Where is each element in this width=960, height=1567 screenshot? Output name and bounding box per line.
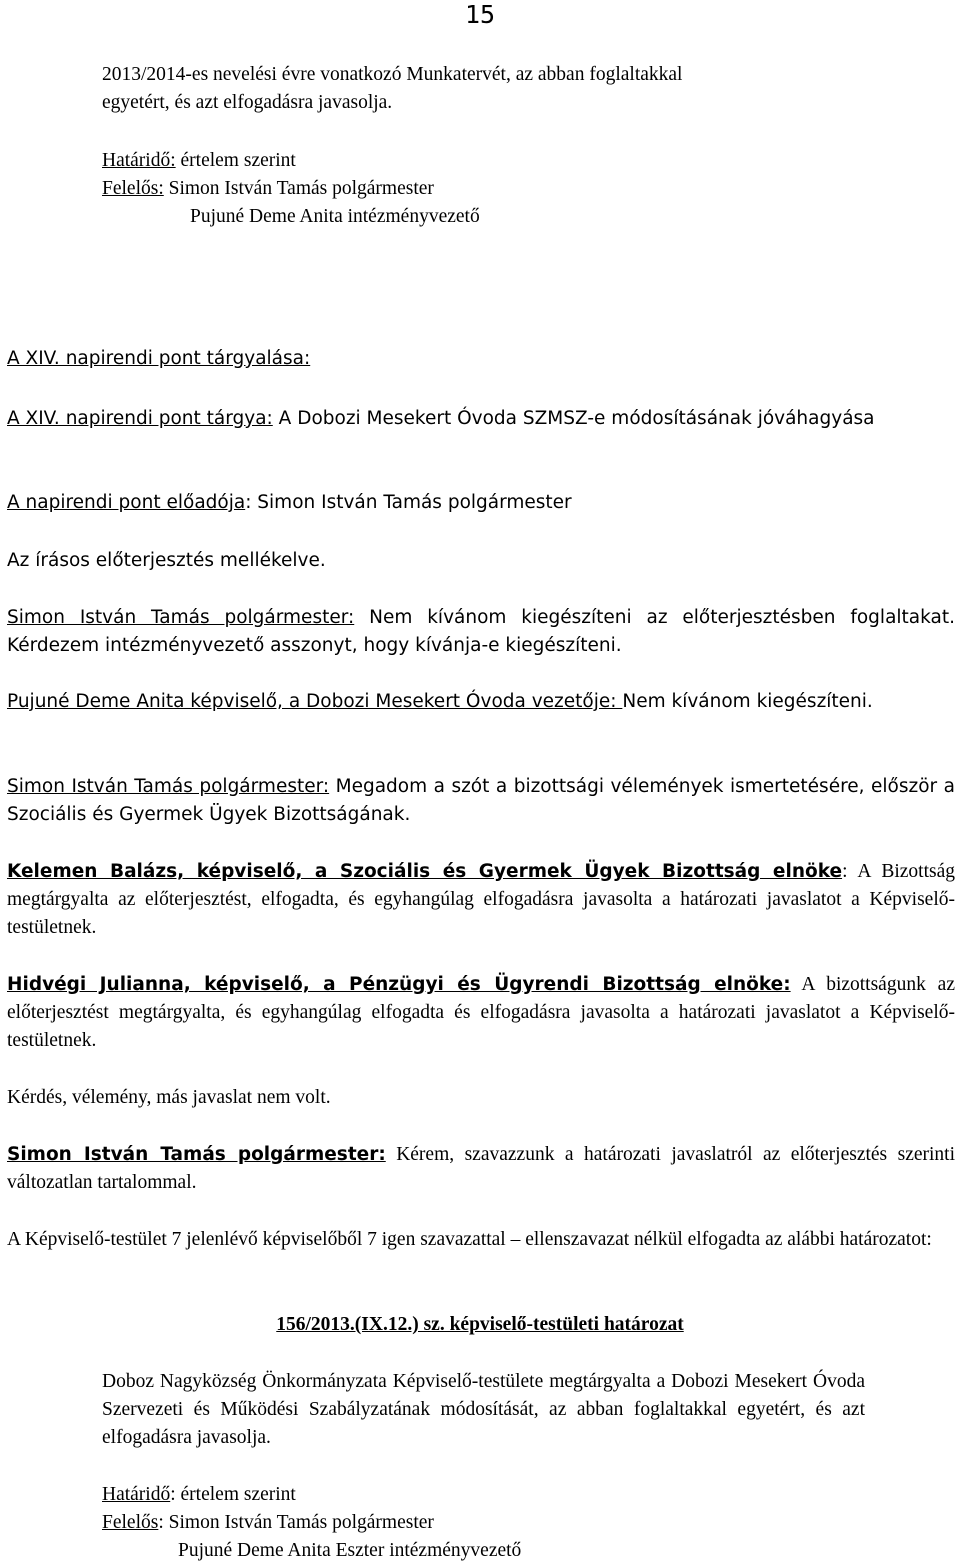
responsible-2 — [102, 1509, 865, 1537]
responsible-2-label: Felelős — [102, 1512, 159, 1533]
resolution-title: 156/2013.(IX.12.) sz. képviselő-testületi határozat — [276, 1314, 684, 1335]
speaker-social-committee: Kelemen Balázs, képviselő, a Szociális és Gyermek Ügyek Bizottság elnöke — [7, 861, 843, 882]
paragraph-social-committee-text: : A Bizottság megtárgyalta az előterjesztést, elfogadta, és egyhangúlag elfogadásra javasolta a határozati javaslatot a Képviselő-testületnek. — [7, 861, 955, 938]
responsible-1 — [102, 175, 865, 203]
responsible-1-text: Simon István Tamás polgármester — [163, 178, 434, 199]
paragraph-mayor-2-text: Megadom a szót a bizottsági vélemények ismertetésére, először a Szociális és Gyermek Ügyek Bizottságának. — [7, 776, 955, 825]
presenter-label: A napirendi pont előadója — [7, 492, 246, 513]
paragraph-director-text: Nem kívánom kiegészíteni. — [622, 691, 873, 712]
deadline-1 — [102, 147, 865, 175]
agenda-heading: A XIV. napirendi pont tárgyalása: — [7, 348, 311, 369]
intro-line-1: 2013/2014-es nevelési évre vonatkozó Munkatervét, az abban foglaltakkal — [102, 64, 683, 85]
paragraph-mayor-2 — [7, 773, 955, 829]
speaker-director: Pujuné Deme Anita képviselő, a Dobozi Mesekert Óvoda vezetője: — [7, 691, 623, 712]
agenda-subject-text: A Dobozi Mesekert Óvoda SZMSZ-e módosításának jóváhagyása — [272, 408, 875, 429]
paragraph-mayor-3-text: Kérem, szavazzunk a határozati javaslatról az előterjesztés szerinti változatlan tartalommal. — [7, 1144, 955, 1193]
speaker-mayor-2: Simon István Tamás polgármester: — [7, 776, 330, 797]
responsible-1-label: Felelős: — [102, 178, 164, 199]
written-note: Az írásos előterjesztés mellékelve. — [7, 550, 326, 571]
speaker-mayor-3: Simon István Tamás polgármester: — [7, 1144, 386, 1165]
deadline-2-text: : értelem szerint — [170, 1484, 296, 1505]
no-questions: Kérdés, vélemény, más javaslat nem volt. — [7, 1087, 331, 1108]
paragraph-finance-committee-text: A bizottságunk az előterjesztést megtárgyalta, és egyhangúlag elfogadta és elfogadásra javasolta a határozati javaslatot a Képviselő-testületnek. — [7, 974, 955, 1051]
agenda-subject — [7, 405, 955, 433]
speaker-finance-committee: Hidvégi Julianna, képviselő, a Pénzügyi és Ügyrendi Bizottság elnöke: — [7, 974, 791, 995]
vote-result: A Képviselő-testület 7 jelenlévő képviselőből 7 igen szavazattal – ellenszavazat nélkül elfogadta az alábbi határozatot: — [7, 1229, 932, 1250]
paragraph-social-committee — [7, 858, 955, 942]
deadline-1-label: Határidő: — [102, 150, 176, 171]
agenda-subject-label: A XIV. napirendi pont tárgya: — [7, 408, 273, 429]
paragraph-mayor-1 — [7, 604, 955, 660]
responsible-1-second: Pujuné Deme Anita intézményvezető — [190, 206, 480, 227]
responsible-2-second: Pujuné Deme Anita Eszter intézményvezető — [178, 1540, 522, 1561]
paragraph-finance-committee — [7, 971, 955, 1055]
intro-paragraph — [102, 61, 865, 117]
paragraph-mayor-3 — [7, 1141, 955, 1197]
paragraph-mayor-1-text: Nem kívánom kiegészíteni az előterjesztésben foglaltakat. Kérdezem intézményvezető asszonyt, hogy kívánja-e kiegészíteni. — [7, 607, 955, 656]
page-number: 15 — [465, 0, 496, 29]
paragraph-director — [7, 688, 955, 716]
intro-line-2: egyetért, és azt elfogadásra javasolja. — [102, 92, 393, 113]
presenter — [7, 489, 955, 517]
speaker-mayor-1: Simon István Tamás polgármester: — [7, 607, 355, 628]
deadline-2-label: Határidő — [102, 1484, 171, 1505]
resolution-text: Doboz Nagyközség Önkormányzata Képviselő-testülete megtárgyalta a Dobozi Mesekert Óvoda Szervezeti és Működési Szabályzatának módosítását, az abban foglaltakkal egyetért, és azt elfogadásra javasolja. — [102, 1371, 865, 1448]
responsible-2-text: : Simon István Tamás polgármester — [158, 1512, 434, 1533]
deadline-1-text: értelem szerint — [175, 150, 296, 171]
presenter-text: : Simon István Tamás polgármester — [245, 492, 572, 513]
deadline-2 — [102, 1481, 865, 1509]
